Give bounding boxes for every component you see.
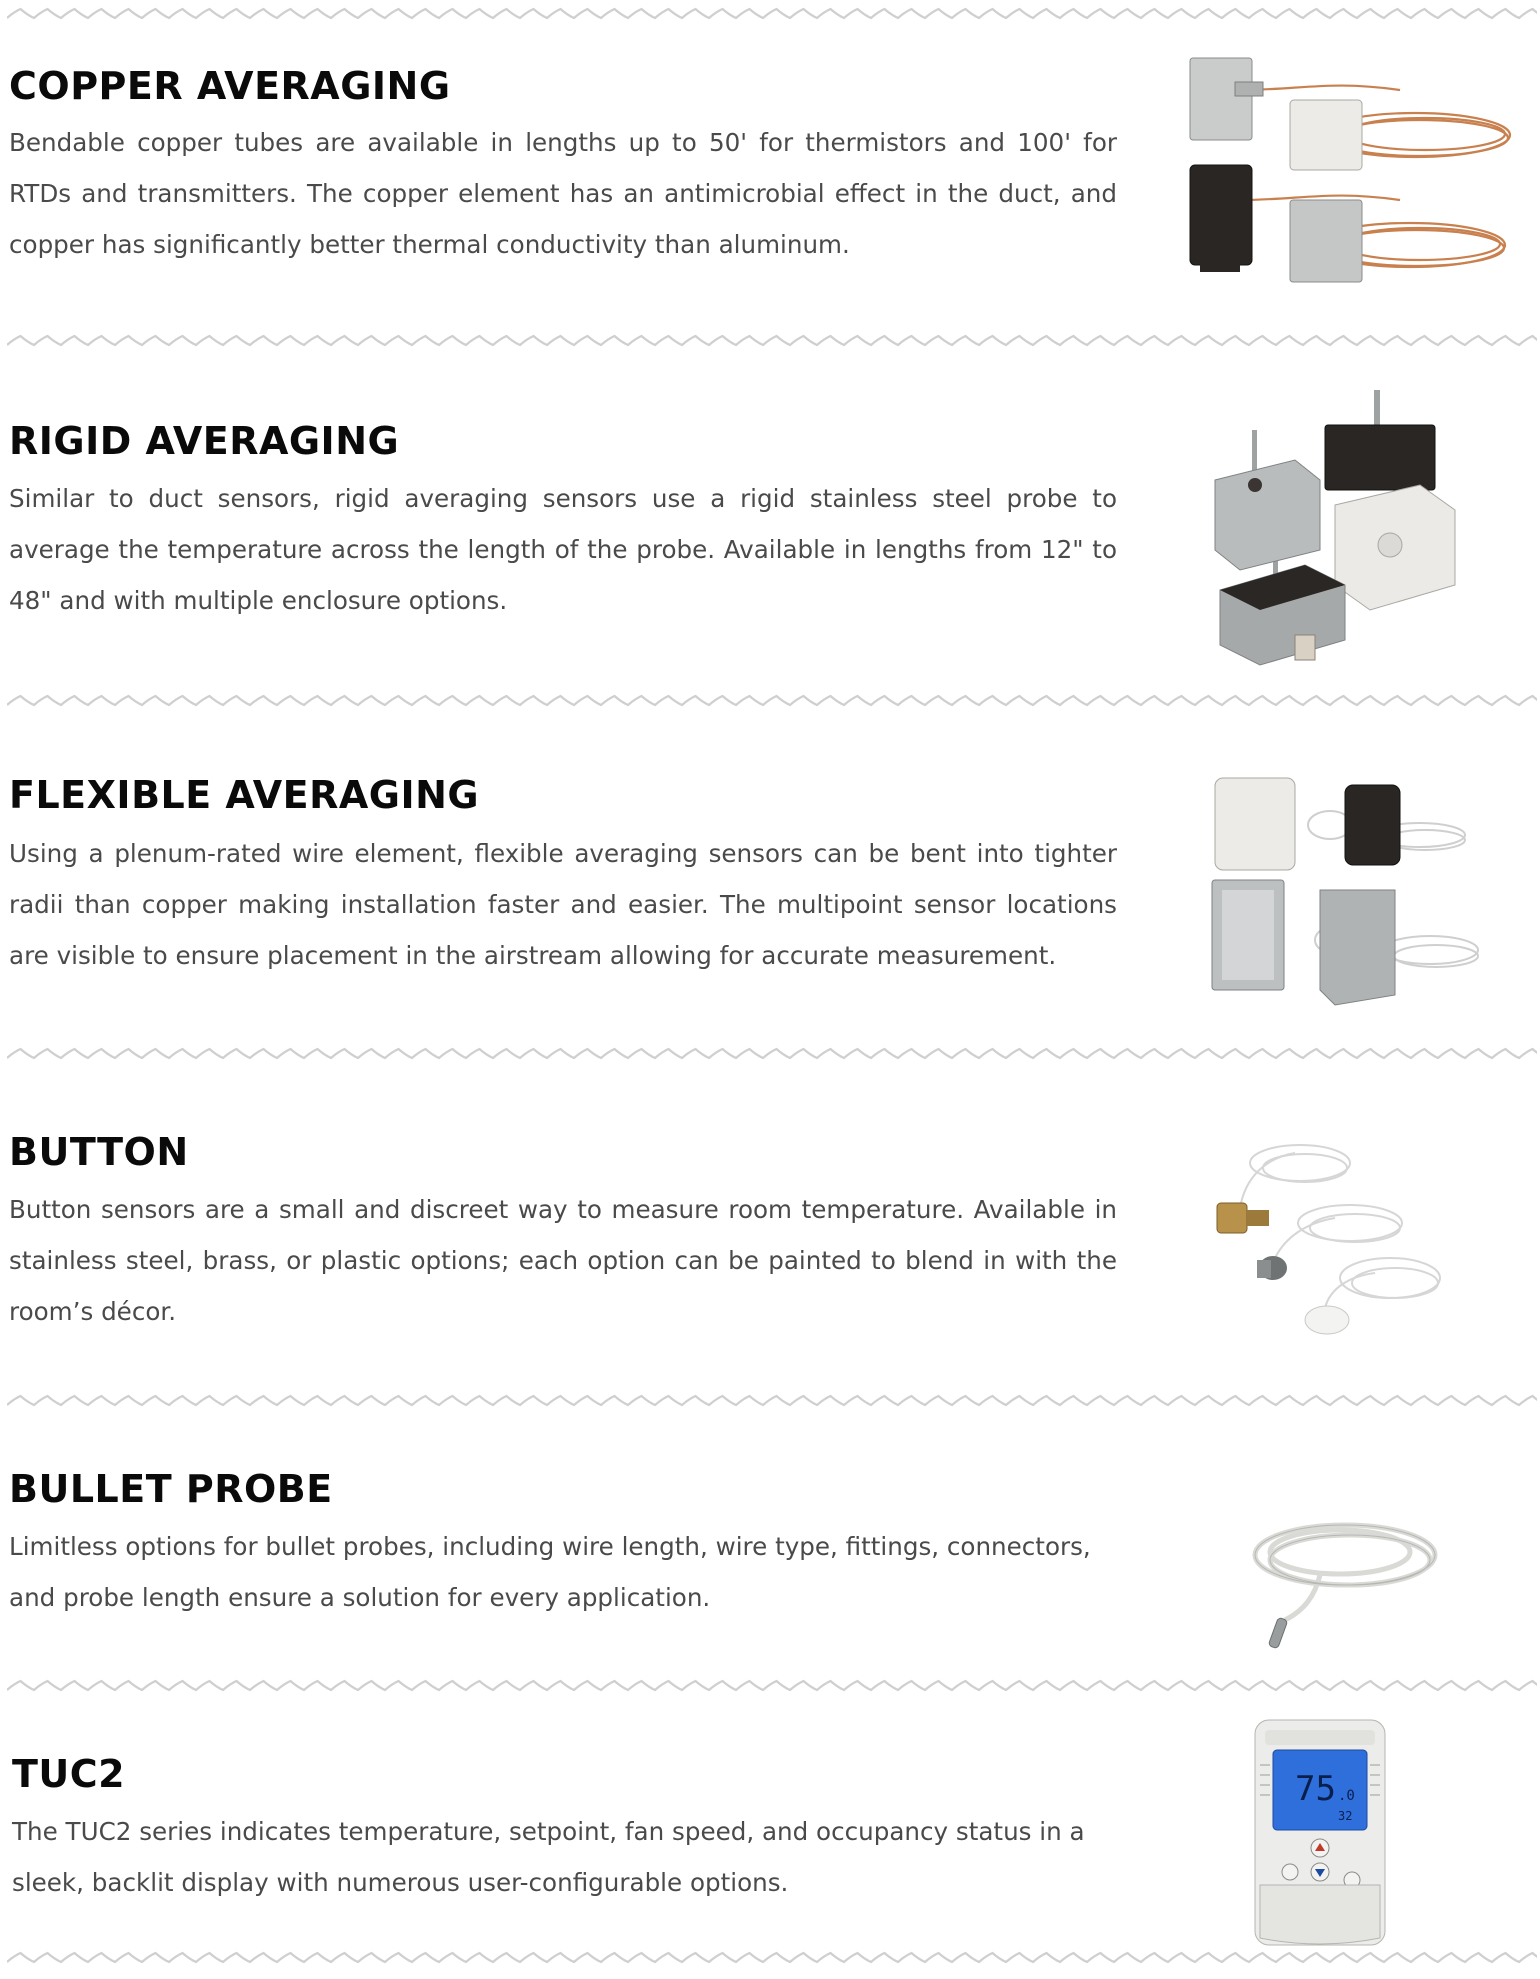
wave-divider bbox=[7, 333, 1537, 349]
section-description: Using a plenum-rated wire element, flexible averaging sensors can be bent into tighter radii than copper making installation faster and easier. The multipoint sensor locations are visible to ensure placement in the airstream allowing for accurate measurement. bbox=[9, 839, 1117, 970]
section-description: Bendable copper tubes are available in lengths up to 50' for thermistors and 100' for RTDs and transmitters. The copper element has an antimicrobial effect in the duct, and copper has significantly better thermal conductivity than aluminum. bbox=[9, 128, 1117, 259]
section-title: BUTTON bbox=[9, 1130, 189, 1174]
flexible-averaging-sensors-image bbox=[1200, 770, 1490, 1030]
section-title: FLEXIBLE AVERAGING bbox=[9, 773, 480, 817]
lcd-secondary-reading: 32 bbox=[1338, 1809, 1353, 1823]
section-description: Button sensors are a small and discreet way to measure room temperature. Available in stainless steel, brass, or plastic options; each option can be painted to blend in with the room’s décor. bbox=[9, 1195, 1117, 1326]
section-description: Limitless options for bullet probes, including wire length, wire type, fittings, connectors, and probe length ensure a solution for every application. bbox=[9, 1532, 1091, 1612]
wave-divider bbox=[7, 1678, 1537, 1694]
wave-divider bbox=[7, 1393, 1537, 1409]
tuc2-thermostat-image bbox=[1240, 1710, 1400, 1950]
section-title: BULLET PROBE bbox=[9, 1467, 333, 1511]
section-title: RIGID AVERAGING bbox=[9, 419, 400, 463]
copper-averaging-sensors-image bbox=[1180, 50, 1540, 290]
section-title: COPPER AVERAGING bbox=[9, 64, 451, 108]
section-title: TUC2 bbox=[12, 1752, 126, 1796]
section-description: Similar to duct sensors, rigid averaging sensors use a rigid stainless steel probe to average the temperature across the length of the probe. Available in lengths from 12" to 48" and with multiple enclosure options. bbox=[9, 484, 1117, 615]
bullet-probe-image bbox=[1225, 1500, 1445, 1650]
rigid-averaging-sensors-image bbox=[1200, 385, 1480, 675]
button-sensors-image bbox=[1205, 1128, 1465, 1348]
section-description: The TUC2 series indicates temperature, setpoint, fan speed, and occupancy status in a sleek, backlit display with numerous user-configurable options. bbox=[12, 1817, 1085, 1897]
lcd-main-reading: 75 bbox=[1295, 1769, 1336, 1809]
wave-divider bbox=[7, 6, 1537, 22]
lcd-decimal-reading: .0 bbox=[1338, 1788, 1355, 1804]
wave-divider bbox=[7, 693, 1537, 709]
wave-divider bbox=[7, 1046, 1537, 1062]
wave-divider bbox=[7, 1950, 1537, 1966]
